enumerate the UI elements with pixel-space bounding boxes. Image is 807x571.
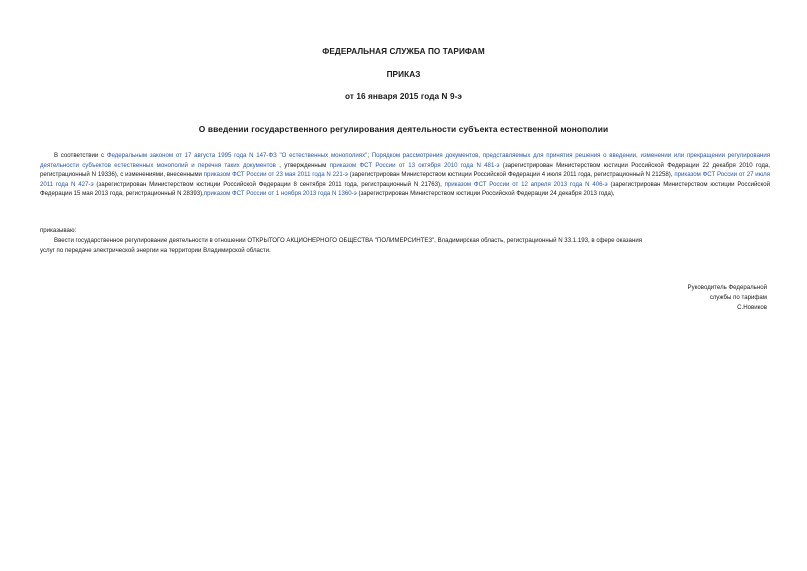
preamble-text-7: (зарегистрирован Министерством юстиции Российской Федерации 15 мая 2013 года, регистрационный N 28393), [40,180,771,198]
preamble-text-3: , утвержденным [275,161,330,169]
order-label: приказываю: [40,227,77,234]
document-type-heading: ПРИКАЗ [386,70,421,79]
decision-paragraph [40,236,770,255]
preamble-paragraph [40,151,770,199]
document-title: О введении государственного регулирования деятельности субъекта естественной монополии [198,124,609,134]
decision-line-1: Ввести государственное регулирование деятельности в отношении ОТКРЫТОГО АКЦИОНЕРНОГО ОБЩЕСТВА "ПОЛИМЕРСИНТЕЗ", Владимирская область, регистрационный N 33.1.193, в сфере оказания [54,237,643,244]
link-order-406[interactable]: приказом ФСТ России от 12 апреля 2013 года N 406-э [444,180,608,188]
organization-heading: ФЕДЕРАЛЬНАЯ СЛУЖБА ПО ТАРИФАМ [322,47,485,56]
document-date-number: от 16 января 2015 года N 9-э [344,92,463,101]
link-order-427[interactable]: приказом ФСТ России от 27 июля 2011 года N 427-э [40,171,770,188]
signature-position-line-2: службы по тарифам [709,294,767,301]
preamble-text-4: (зарегистрирован Министерством юстиции Российской Федерации 22 декабря 2010 года, регистрационный N 19336), с изменениями, внесенными [40,161,770,179]
link-order-1360[interactable]: приказом ФСТ России от 1 ноября 2013 года N 1360-э [203,190,357,198]
decision-line-2: услуг по передаче электрической энергии на территории Владимирской области. [40,246,271,254]
preamble-text-2: ; [367,152,372,159]
preamble-text-8: (зарегистрирован Министерством юстиции Российской Федерации 24 декабря 2013 года), [356,190,615,198]
signature-name: С.Новиков [737,304,767,311]
link-document-review-procedure[interactable]: Порядком рассмотрения документов, представляемых для принятия решения о введении, изменении или прекращении регулирования деятельности субъектов естественных монополий и перечня таких документов [40,152,771,169]
preamble-text-1: В соответствии с [54,152,107,159]
link-order-221[interactable]: приказом ФСТ России от 23 мая 2011 года N 221-э [203,171,348,179]
link-federal-law-147[interactable]: Федеральным законом от 17 августа 1995 года N 147-ФЗ "О естественных монополиях" [106,152,368,159]
preamble-text-5: (зарегистрирован Министерством юстиции Российской Федерации 4 июля 2011 года, регистрационный N 21258), [347,171,675,179]
signature-position-line-1: Руководитель Федеральной [687,284,767,291]
link-order-481[interactable]: приказом ФСТ России от 13 октября 2010 года N 481-э [329,161,500,169]
preamble-text-6: (зарегистрирован Министерством юстиции Российской Федерации 8 сентября 2011 года, регистрационный N 21763), [93,180,445,188]
